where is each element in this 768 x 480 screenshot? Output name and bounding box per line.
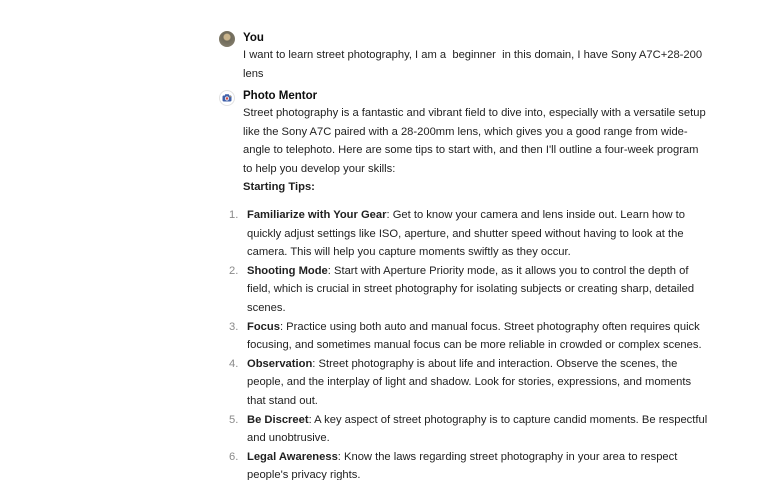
list-item-number: 1.	[229, 208, 239, 221]
list-item	[229, 448, 709, 480]
list-item	[229, 411, 709, 448]
list-item	[229, 318, 709, 355]
list-item-text: : Start with Aperture Priority mode, as it allows you to control the depth of field, which is crucial in street photography for isolating subjects or creating sharp, detailed scenes.	[247, 264, 695, 314]
assistant-author-name: Photo Mentor	[243, 90, 318, 102]
list-item	[229, 206, 709, 262]
user-author-name: You	[243, 32, 264, 44]
list-item-term: Be Discreet	[247, 413, 309, 426]
list-item-number: 4.	[229, 357, 239, 370]
section-heading: Starting Tips:	[243, 181, 315, 194]
list-item-number: 5.	[229, 413, 239, 426]
list-item-text: : Street photography is about life and interaction. Observe the scenes, the people, and the interplay of light and shadow. Look for stories, expressions, and moments that stand out.	[247, 357, 692, 407]
assistant-message	[219, 88, 709, 480]
list-item-number: 3.	[229, 320, 239, 333]
assistant-intro-text: Street photography is a fantastic and vibrant field to dive into, especially with a versatile setup like the Sony A7C paired with a 28-200mm lens, which gives you a good range from wide-angle to telephoto. Here are some tips to start with, and then I'll outline a four-week program to help you develop your skills:	[243, 107, 706, 175]
list-item-term: Focus	[247, 320, 280, 333]
list-item-text: : A key aspect of street photography is to capture candid moments. Be respectful and unobtrusive.	[247, 413, 708, 445]
list-item-term: Shooting Mode	[247, 264, 328, 277]
list-item-text: : Know the laws regarding street photography in your area to respect people's privacy rights.	[247, 450, 678, 480]
photo-mentor-avatar-icon[interactable]	[219, 90, 235, 106]
user-message	[219, 30, 709, 83]
tips-list	[229, 206, 709, 480]
user-message-text: I want to learn street photography, I am a beginner in this domain, I have Sony A7C+28-200 lens	[243, 49, 706, 80]
list-item	[229, 355, 709, 411]
list-item-term: Familiarize with Your Gear	[247, 208, 387, 221]
list-item-term: Observation	[247, 357, 313, 370]
user-avatar[interactable]	[219, 31, 235, 47]
list-item-number: 6.	[229, 450, 239, 463]
list-item	[229, 262, 709, 318]
list-item-text: : Get to know your camera and lens inside out. Learn how to quickly adjust settings like ISO, aperture, and shutter speed without having to look at the camera. This will help you capture moments swiftly as they occur.	[247, 208, 685, 259]
list-item-text: : Practice using both auto and manual focus. Street photography often requires quick focusing, and sometimes manual focus can be more reliable in crowded or complex scenes.	[247, 320, 702, 352]
list-item-term: Legal Awareness	[247, 450, 338, 463]
list-item-number: 2.	[229, 264, 239, 277]
